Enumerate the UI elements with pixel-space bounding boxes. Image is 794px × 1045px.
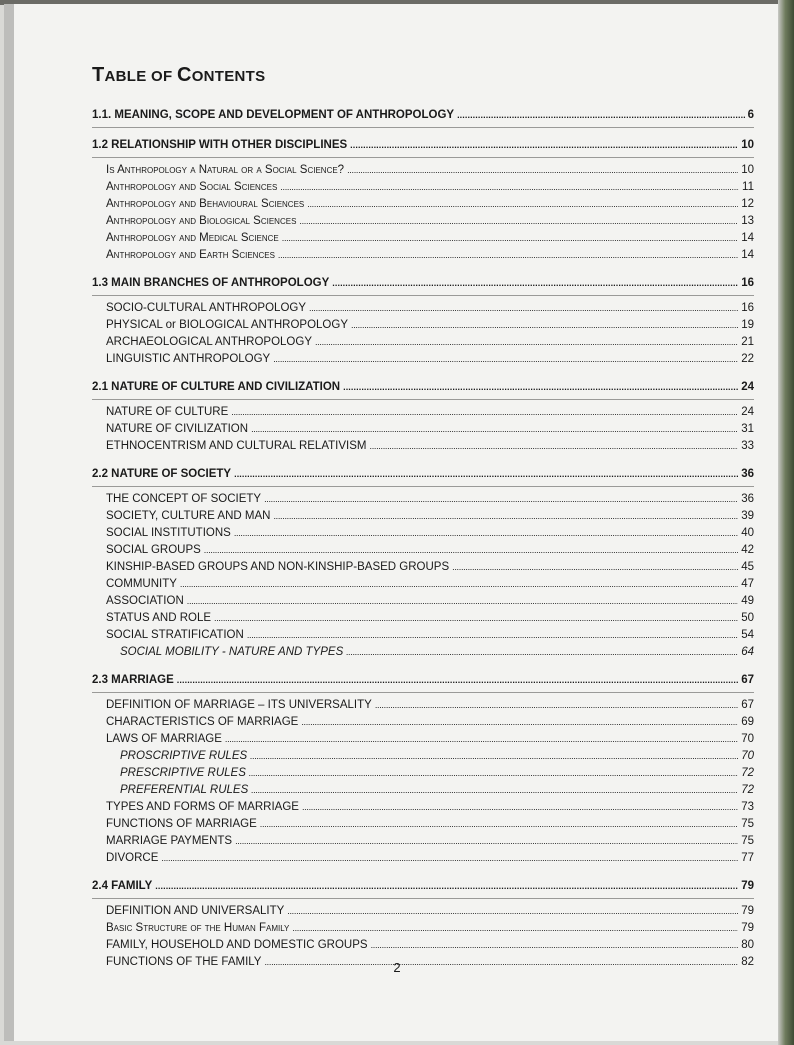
toc-entry-title: 1.1. MEANING, SCOPE AND DEVELOPMENT OF ANTHROPOLOGY — [92, 109, 455, 121]
toc-entry-title: Anthropology and Behavioural Sciences — [106, 198, 305, 210]
dot-leader — [231, 406, 738, 418]
toc-entry-title: NATURE OF CIVILIZATION — [106, 423, 249, 435]
toc-entry-title: COMMUNITY — [106, 578, 177, 590]
toc-entry-page: 79 — [741, 905, 754, 917]
dot-leader — [273, 353, 738, 365]
toc-entry-title: PREFERENTIAL RULES — [120, 784, 249, 796]
toc-entry-page: 67 — [741, 674, 754, 686]
dot-leader — [309, 302, 738, 314]
toc-entry-title: Basic Structure of the Human Family — [106, 922, 290, 934]
toc-section-heading — [92, 463, 754, 487]
toc-entry-page: 31 — [741, 423, 754, 435]
toc-subentry — [92, 319, 754, 336]
toc-entry-page: 70 — [741, 750, 754, 762]
toc-section-heading — [92, 104, 754, 128]
toc-entry-page: 14 — [741, 232, 754, 244]
page-title: TABLE OF CONTENTS — [92, 64, 266, 86]
toc-entry-title: Anthropology and Biological Sciences — [106, 215, 297, 227]
toc-entry-page: 6 — [747, 109, 754, 121]
dot-leader — [370, 440, 739, 452]
toc-subentry — [92, 510, 754, 527]
dot-leader — [282, 232, 738, 244]
toc-entry-title: 1.3 MAIN BRANCHES OF ANTHROPOLOGY — [92, 277, 330, 289]
toc-subentry — [92, 835, 754, 852]
toc-entry-title: ASSOCIATION — [106, 595, 184, 607]
toc-entry-page: 33 — [741, 440, 754, 452]
page-number: 2 — [393, 960, 401, 975]
toc-entry-title: PHYSICAL or BIOLOGICAL ANTHROPOLOGY — [106, 319, 348, 331]
toc-entry-title: SOCIAL INSTITUTIONS — [106, 527, 231, 539]
toc-entry-title: ETHNOCENTRISM AND CULTURAL RELATIVISM — [106, 440, 367, 452]
toc-entry-page: 47 — [741, 578, 754, 590]
toc-entry-title: KINSHIP-BASED GROUPS AND NON-KINSHIP-BASED GROUPS — [106, 561, 450, 573]
dot-leader — [247, 629, 738, 641]
toc-entry-title: 2.3 MARRIAGE — [92, 674, 174, 686]
toc-entry-page: 79 — [741, 922, 754, 934]
toc-subentry — [92, 249, 754, 266]
dot-leader — [234, 468, 738, 480]
toc-entry-title: 2.4 FAMILY — [92, 880, 153, 892]
toc-subentry — [92, 232, 754, 249]
toc-subentry — [92, 353, 754, 370]
dot-leader — [351, 319, 738, 331]
dot-leader — [204, 544, 738, 556]
toc-entry-page: 67 — [741, 699, 754, 711]
toc-entry-page: 75 — [741, 835, 754, 847]
dot-leader — [260, 818, 738, 830]
dot-leader — [161, 852, 738, 864]
dot-leader — [251, 784, 738, 796]
toc-entry-page: 70 — [741, 733, 754, 745]
toc-subentry — [92, 561, 754, 578]
table-of-contents — [92, 104, 754, 979]
toc-subentry — [92, 527, 754, 544]
toc-entry-title: 1.2 RELATIONSHIP WITH OTHER DISCIPLINES — [92, 139, 348, 151]
toc-subentry — [92, 716, 754, 733]
toc-entry-title: SOCIAL MOBILITY - NATURE AND TYPES — [120, 646, 344, 658]
toc-entry-title: 2.2 NATURE OF SOCIETY — [92, 468, 232, 480]
toc-entry-title: SOCIAL STRATIFICATION — [106, 629, 244, 641]
dot-leader — [251, 423, 738, 435]
toc-subentry — [92, 578, 754, 595]
book-spine-edge — [778, 0, 794, 1045]
toc-entry-title: SOCIAL GROUPS — [106, 544, 201, 556]
toc-subentry — [92, 164, 754, 181]
toc-subentry — [92, 646, 754, 663]
toc-entry-page: 77 — [741, 852, 754, 864]
toc-entry-page: 73 — [741, 801, 754, 813]
dot-leader — [350, 139, 738, 151]
dot-leader — [302, 801, 738, 813]
dot-leader — [315, 336, 738, 348]
toc-entry-page: 40 — [741, 527, 754, 539]
dot-leader — [250, 750, 738, 762]
toc-entry-page: 80 — [741, 939, 754, 951]
dot-leader — [235, 835, 738, 847]
dot-leader — [234, 527, 738, 539]
toc-entry-page: 82 — [741, 956, 754, 968]
toc-entry-title: PROSCRIPTIVE RULES — [120, 750, 248, 762]
toc-entry-page: 21 — [741, 336, 754, 348]
toc-entry-title: CHARACTERISTICS OF MARRIAGE — [106, 716, 299, 728]
dot-leader — [346, 646, 738, 658]
toc-entry-title: STATUS AND ROLE — [106, 612, 212, 624]
toc-entry-title: Anthropology and Social Sciences — [106, 181, 278, 193]
toc-entry-title: ARCHAEOLOGICAL ANTHROPOLOGY — [106, 336, 312, 348]
toc-entry-title: Anthropology and Earth Sciences — [106, 249, 275, 261]
toc-entry-title: DEFINITION OF MARRIAGE – ITS UNIVERSALITY — [106, 699, 372, 711]
toc-entry-page: 69 — [741, 716, 754, 728]
toc-entry-page: 49 — [741, 595, 754, 607]
toc-entry-page: 12 — [741, 198, 754, 210]
toc-entry-page: 36 — [741, 468, 754, 480]
toc-subentry — [92, 922, 754, 939]
dot-leader — [457, 109, 745, 121]
toc-entry-page: 75 — [741, 818, 754, 830]
toc-subentry — [92, 767, 754, 784]
toc-entry-page: 50 — [741, 612, 754, 624]
toc-subentry — [92, 215, 754, 232]
toc-entry-page: 11 — [742, 181, 754, 193]
toc-entry-title: FAMILY, HOUSEHOLD AND DOMESTIC GROUPS — [106, 939, 368, 951]
toc-entry-page: 24 — [741, 406, 754, 418]
toc-entry-title: PRESCRIPTIVE RULES — [120, 767, 246, 779]
toc-section-heading — [92, 875, 754, 899]
toc-entry-title: FUNCTIONS OF THE FAMILY — [106, 956, 262, 968]
toc-subentry — [92, 750, 754, 767]
toc-subentry — [92, 406, 754, 423]
toc-entry-title: LAWS OF MARRIAGE — [106, 733, 222, 745]
toc-subentry — [92, 336, 754, 353]
toc-entry-title: MARRIAGE PAYMENTS — [106, 835, 233, 847]
dot-leader — [299, 215, 738, 227]
toc-subentry — [92, 440, 754, 457]
toc-subentry — [92, 801, 754, 818]
toc-entry-title: NATURE OF CULTURE — [106, 406, 229, 418]
toc-entry-title: Is Anthropology a Natural or a Social Science? — [106, 164, 345, 176]
toc-subentry — [92, 612, 754, 629]
dot-leader — [343, 381, 738, 393]
toc-subentry — [92, 818, 754, 835]
dot-leader — [347, 164, 738, 176]
toc-subentry — [92, 181, 754, 198]
toc-entry-title: SOCIO-CULTURAL ANTHROPOLOGY — [106, 302, 307, 314]
toc-subentry — [92, 629, 754, 646]
toc-section-heading — [92, 134, 754, 158]
toc-entry-page: 36 — [741, 493, 754, 505]
toc-subentry — [92, 733, 754, 750]
toc-entry-title: 2.1 NATURE OF CULTURE AND CIVILIZATION — [92, 381, 341, 393]
toc-section-heading — [92, 272, 754, 296]
toc-subentry — [92, 198, 754, 215]
toc-entry-page: 16 — [741, 302, 754, 314]
dot-leader — [287, 905, 738, 917]
toc-entry-title: DEFINITION AND UNIVERSALITY — [106, 905, 285, 917]
toc-entry-page: 72 — [741, 767, 754, 779]
toc-entry-page: 39 — [741, 510, 754, 522]
dot-leader — [249, 767, 738, 779]
dot-leader — [280, 181, 739, 193]
toc-entry-page: 13 — [741, 215, 754, 227]
dot-leader — [187, 595, 738, 607]
toc-entry-page: 54 — [741, 629, 754, 641]
toc-entry-page: 22 — [741, 353, 754, 365]
dot-leader — [155, 880, 738, 892]
toc-subentry — [92, 784, 754, 801]
dot-leader — [225, 733, 738, 745]
toc-entry-title: THE CONCEPT OF SOCIETY — [106, 493, 262, 505]
dot-leader — [292, 922, 738, 934]
toc-entry-page: 64 — [741, 646, 754, 658]
dot-leader — [332, 277, 738, 289]
toc-entry-page: 16 — [741, 277, 754, 289]
dot-leader — [177, 674, 738, 686]
toc-entry-page: 14 — [741, 249, 754, 261]
toc-entry-page: 72 — [741, 784, 754, 796]
toc-subentry — [92, 423, 754, 440]
dot-leader — [264, 493, 738, 505]
dot-leader — [307, 198, 738, 210]
toc-entry-page: 19 — [741, 319, 754, 331]
toc-subentry — [92, 595, 754, 612]
toc-entry-page: 24 — [741, 381, 754, 393]
dot-leader — [371, 939, 739, 951]
dot-leader — [214, 612, 738, 624]
toc-entry-page: 45 — [741, 561, 754, 573]
toc-entry-page: 10 — [741, 139, 754, 151]
toc-entry-title: LINGUISTIC ANTHROPOLOGY — [106, 353, 271, 365]
dot-leader — [180, 578, 738, 590]
toc-entry-page: 42 — [741, 544, 754, 556]
toc-entry-title: DIVORCE — [106, 852, 159, 864]
toc-entry-title: SOCIETY, CULTURE AND MAN — [106, 510, 271, 522]
toc-subentry — [92, 302, 754, 319]
dot-leader — [278, 249, 738, 261]
toc-entry-title: Anthropology and Medical Science — [106, 232, 279, 244]
toc-entry-title: TYPES AND FORMS OF MARRIAGE — [106, 801, 299, 813]
toc-entry-page: 79 — [741, 880, 754, 892]
dot-leader — [301, 716, 738, 728]
dot-leader — [273, 510, 738, 522]
dot-leader — [375, 699, 738, 711]
toc-entry-page: 10 — [741, 164, 754, 176]
toc-subentry — [92, 905, 754, 922]
dot-leader — [452, 561, 738, 573]
toc-section-heading — [92, 669, 754, 693]
toc-subentry — [92, 699, 754, 716]
toc-subentry — [92, 544, 754, 561]
toc-subentry — [92, 939, 754, 956]
toc-section-heading — [92, 376, 754, 400]
toc-entry-title: FUNCTIONS OF MARRIAGE — [106, 818, 257, 830]
toc-subentry — [92, 493, 754, 510]
toc-subentry — [92, 852, 754, 869]
